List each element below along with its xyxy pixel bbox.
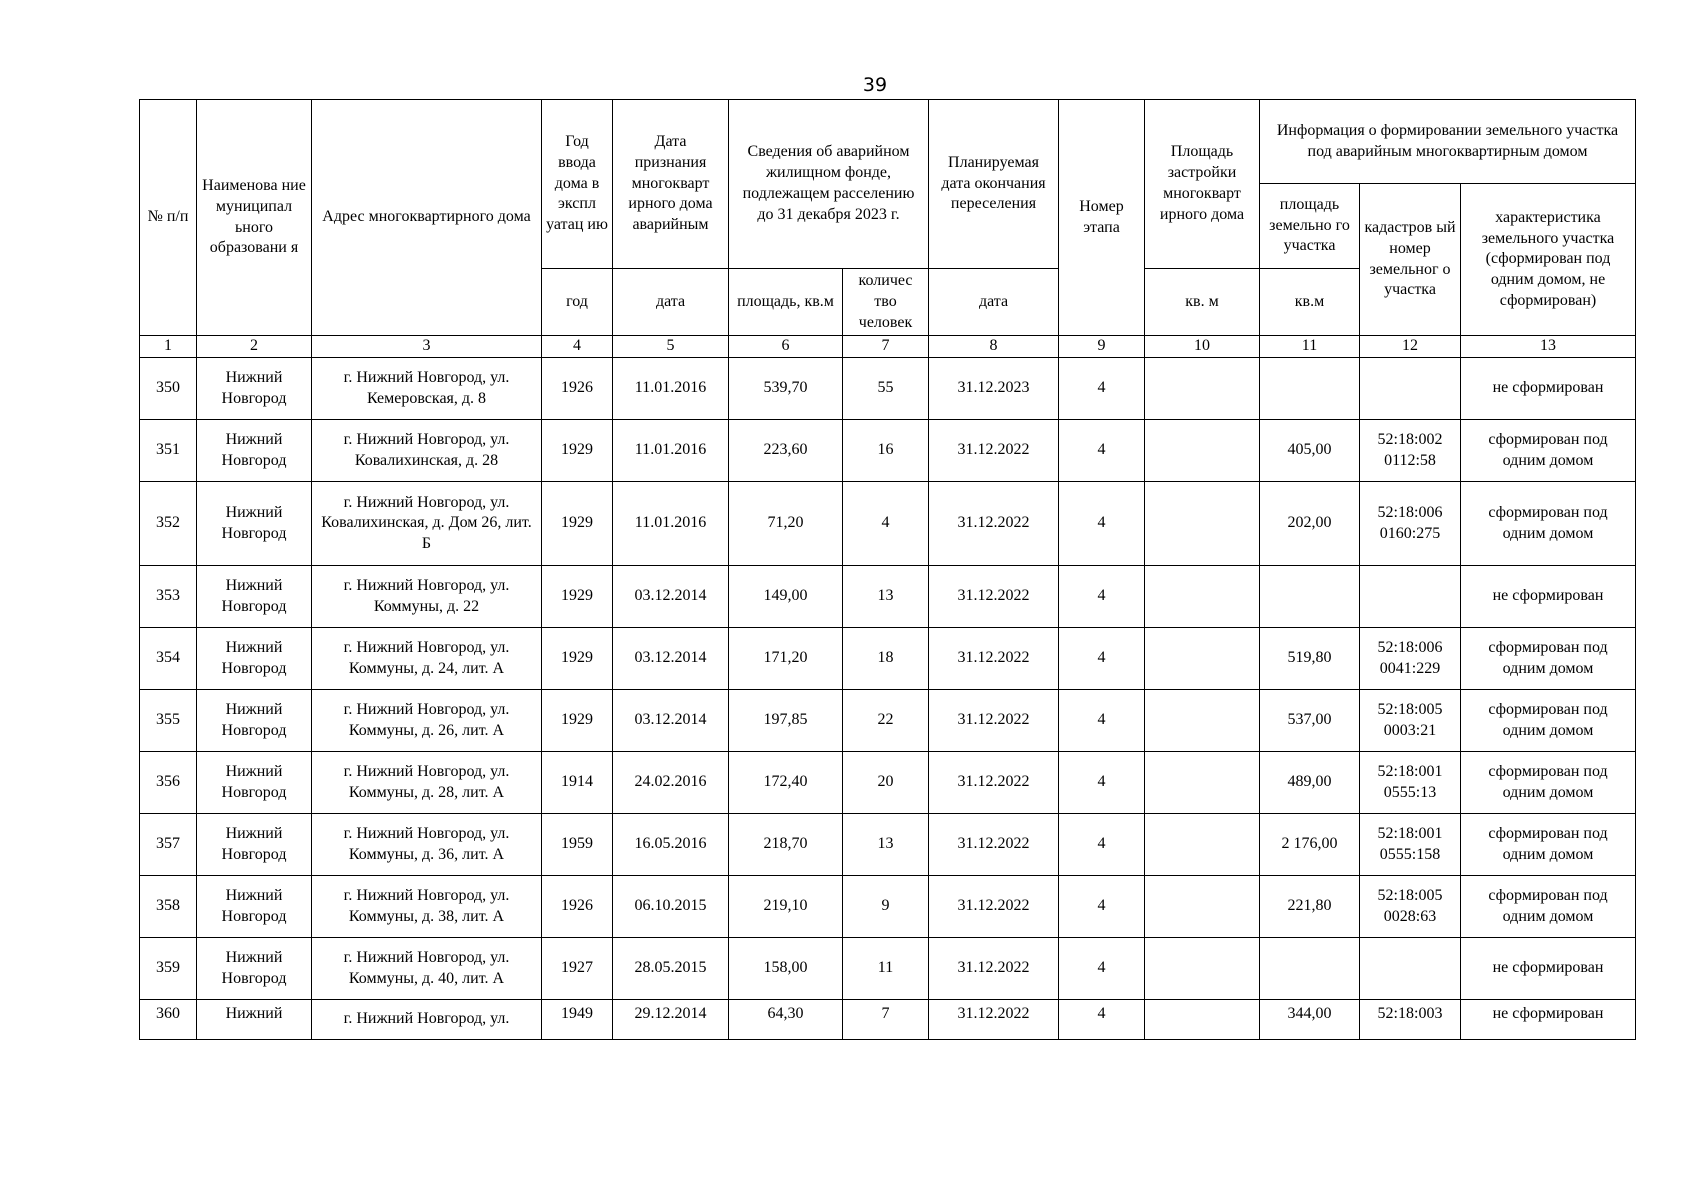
header-unit-area: площадь, кв.м	[729, 269, 843, 336]
row-number: 357	[140, 814, 197, 876]
recognition-date-cell: 11.01.2016	[613, 358, 729, 420]
land-area-cell: 2 176,00	[1260, 814, 1360, 876]
address-cell: г. Нижний Новгород, ул. Коммуны, д. 22	[312, 566, 542, 628]
land-characteristic-cell: не сформирован	[1461, 1000, 1636, 1040]
build-area-cell	[1145, 358, 1260, 420]
address-cell: г. Нижний Новгород, ул.	[312, 1000, 542, 1040]
column-number: 7	[843, 336, 929, 358]
stage-cell: 4	[1059, 358, 1145, 420]
table-row	[140, 752, 1636, 814]
land-area-cell: 344,00	[1260, 1000, 1360, 1040]
header-land-info: Информация о формировании земельного участка под аварийным многоквартирным домом	[1260, 100, 1636, 184]
cadastral-number-cell: 52:18:006 0160:275	[1360, 482, 1461, 566]
cadastral-number-cell: 52:18:005 0028:63	[1360, 876, 1461, 938]
column-number: 12	[1360, 336, 1461, 358]
row-number: 351	[140, 420, 197, 482]
fund-area-cell: 64,30	[729, 1000, 843, 1040]
header-unit-date2: дата	[929, 269, 1059, 336]
land-area-cell: 221,80	[1260, 876, 1360, 938]
fund-area-cell: 71,20	[729, 482, 843, 566]
stage-cell: 4	[1059, 1000, 1145, 1040]
cadastral-number-cell: 52:18:003	[1360, 1000, 1461, 1040]
header-planned-date: Планируемая дата окончания переселения	[929, 100, 1059, 269]
column-number: 6	[729, 336, 843, 358]
municipality-cell: Нижний Новгород	[197, 566, 312, 628]
column-number: 8	[929, 336, 1059, 358]
cadastral-number-cell: 52:18:001 0555:13	[1360, 752, 1461, 814]
recognition-date-cell: 03.12.2014	[613, 628, 729, 690]
fund-area-cell: 149,00	[729, 566, 843, 628]
land-characteristic-cell: сформирован под одним домом	[1461, 628, 1636, 690]
cadastral-number-cell: 52:18:001 0555:158	[1360, 814, 1461, 876]
planned-date-cell: 31.12.2022	[929, 814, 1059, 876]
header-address: Адрес многоквартирного дома	[312, 100, 542, 336]
row-number: 358	[140, 876, 197, 938]
planned-date-cell: 31.12.2022	[929, 566, 1059, 628]
municipality-cell: Нижний Новгород	[197, 690, 312, 752]
fund-area-cell: 197,85	[729, 690, 843, 752]
row-number: 356	[140, 752, 197, 814]
column-number: 2	[197, 336, 312, 358]
land-area-cell: 519,80	[1260, 628, 1360, 690]
land-area-cell	[1260, 566, 1360, 628]
stage-cell: 4	[1059, 420, 1145, 482]
emergency-housing-table	[139, 99, 1636, 1040]
fund-area-cell: 172,40	[729, 752, 843, 814]
stage-cell: 4	[1059, 814, 1145, 876]
land-characteristic-cell: не сформирован	[1461, 566, 1636, 628]
municipality-cell: Нижний Новгород	[197, 482, 312, 566]
column-number: 13	[1461, 336, 1636, 358]
stage-cell: 4	[1059, 628, 1145, 690]
municipality-cell: Нижний Новгород	[197, 814, 312, 876]
year-cell: 1926	[542, 358, 613, 420]
header-recognition-date: Дата признания многокварт ирного дома аварийным	[613, 100, 729, 269]
stage-cell: 4	[1059, 938, 1145, 1000]
row-number: 353	[140, 566, 197, 628]
build-area-cell	[1145, 566, 1260, 628]
table-row	[140, 628, 1636, 690]
column-number: 5	[613, 336, 729, 358]
stage-cell: 4	[1059, 482, 1145, 566]
municipality-cell: Нижний Новгород	[197, 876, 312, 938]
row-number: 355	[140, 690, 197, 752]
address-cell: г. Нижний Новгород, ул. Коммуны, д. 28, лит. А	[312, 752, 542, 814]
address-cell: г. Нижний Новгород, ул. Коммуны, д. 36, лит. А	[312, 814, 542, 876]
table-row	[140, 938, 1636, 1000]
header-stage: Номер этапа	[1059, 100, 1145, 336]
planned-date-cell: 31.12.2022	[929, 690, 1059, 752]
stage-cell: 4	[1059, 566, 1145, 628]
fund-area-cell: 539,70	[729, 358, 843, 420]
year-cell: 1914	[542, 752, 613, 814]
stage-cell: 4	[1059, 690, 1145, 752]
municipality-cell: Нижний Новгород	[197, 938, 312, 1000]
planned-date-cell: 31.12.2022	[929, 752, 1059, 814]
cadastral-number-cell	[1360, 938, 1461, 1000]
table-row	[140, 482, 1636, 566]
planned-date-cell: 31.12.2022	[929, 876, 1059, 938]
land-area-cell: 489,00	[1260, 752, 1360, 814]
header-municipality: Наименова ние муниципал ьного образовани я	[197, 100, 312, 336]
header-land-char: характеристика земельного участка (сформирован под одним домом, не сформирован)	[1461, 184, 1636, 336]
table-row	[140, 566, 1636, 628]
fund-area-cell: 218,70	[729, 814, 843, 876]
recognition-date-cell: 06.10.2015	[613, 876, 729, 938]
header-unit-sqm: кв. м	[1145, 269, 1260, 336]
recognition-date-cell: 29.12.2014	[613, 1000, 729, 1040]
land-characteristic-cell: сформирован под одним домом	[1461, 752, 1636, 814]
build-area-cell	[1145, 1000, 1260, 1040]
year-cell: 1927	[542, 938, 613, 1000]
municipality-cell: Нижний Новгород	[197, 420, 312, 482]
people-count-cell: 22	[843, 690, 929, 752]
column-number: 10	[1145, 336, 1260, 358]
page-number: 39	[862, 74, 888, 96]
address-cell: г. Нижний Новгород, ул. Ковалихинская, д. 28	[312, 420, 542, 482]
row-number: 359	[140, 938, 197, 1000]
header-emergency-fund: Сведения об аварийном жилищном фонде, подлежащем расселению до 31 декабря 2023 г.	[729, 100, 929, 269]
year-cell: 1959	[542, 814, 613, 876]
year-cell: 1929	[542, 628, 613, 690]
cadastral-number-cell: 52:18:002 0112:58	[1360, 420, 1461, 482]
row-number: 360	[140, 1000, 197, 1040]
cadastral-number-cell: 52:18:006 0041:229	[1360, 628, 1461, 690]
municipality-cell: Нижний Новгород	[197, 628, 312, 690]
build-area-cell	[1145, 752, 1260, 814]
people-count-cell: 13	[843, 566, 929, 628]
fund-area-cell: 223,60	[729, 420, 843, 482]
column-number: 11	[1260, 336, 1360, 358]
planned-date-cell: 31.12.2022	[929, 420, 1059, 482]
recognition-date-cell: 03.12.2014	[613, 690, 729, 752]
header-unit-people: количес тво человек	[843, 269, 929, 336]
land-characteristic-cell: не сформирован	[1461, 358, 1636, 420]
header-land-area: площадь земельно го участка	[1260, 184, 1360, 269]
row-number: 354	[140, 628, 197, 690]
planned-date-cell: 31.12.2022	[929, 482, 1059, 566]
people-count-cell: 20	[843, 752, 929, 814]
cadastral-number-cell	[1360, 358, 1461, 420]
build-area-cell	[1145, 876, 1260, 938]
land-characteristic-cell: сформирован под одним домом	[1461, 876, 1636, 938]
recognition-date-cell: 16.05.2016	[613, 814, 729, 876]
land-characteristic-cell: сформирован под одним домом	[1461, 482, 1636, 566]
recognition-date-cell: 03.12.2014	[613, 566, 729, 628]
build-area-cell	[1145, 628, 1260, 690]
column-number: 3	[312, 336, 542, 358]
cadastral-number-cell	[1360, 566, 1461, 628]
address-cell: г. Нижний Новгород, ул. Коммуны, д. 40, лит. А	[312, 938, 542, 1000]
people-count-cell: 16	[843, 420, 929, 482]
people-count-cell: 9	[843, 876, 929, 938]
stage-cell: 4	[1059, 752, 1145, 814]
column-number: 4	[542, 336, 613, 358]
address-cell: г. Нижний Новгород, ул. Коммуны, д. 38, лит. А	[312, 876, 542, 938]
planned-date-cell: 31.12.2022	[929, 938, 1059, 1000]
municipality-cell: Нижний Новгород	[197, 752, 312, 814]
table-row	[140, 876, 1636, 938]
address-cell: г. Нижний Новгород, ул. Коммуны, д. 26, лит. А	[312, 690, 542, 752]
build-area-cell	[1145, 690, 1260, 752]
column-number: 9	[1059, 336, 1145, 358]
year-cell: 1929	[542, 690, 613, 752]
table-row	[140, 814, 1636, 876]
address-cell: г. Нижний Новгород, ул. Коммуны, д. 24, лит. А	[312, 628, 542, 690]
row-number: 350	[140, 358, 197, 420]
build-area-cell	[1145, 938, 1260, 1000]
recognition-date-cell: 24.02.2016	[613, 752, 729, 814]
land-characteristic-cell: сформирован под одним домом	[1461, 420, 1636, 482]
land-area-cell: 202,00	[1260, 482, 1360, 566]
land-area-cell	[1260, 358, 1360, 420]
table-row	[140, 690, 1636, 752]
planned-date-cell: 31.12.2022	[929, 1000, 1059, 1040]
people-count-cell: 55	[843, 358, 929, 420]
fund-area-cell: 219,10	[729, 876, 843, 938]
land-characteristic-cell: не сформирован	[1461, 938, 1636, 1000]
year-cell: 1929	[542, 566, 613, 628]
stage-cell: 4	[1059, 876, 1145, 938]
year-cell: 1949	[542, 1000, 613, 1040]
land-area-cell	[1260, 938, 1360, 1000]
header-num: № п/п	[140, 100, 197, 336]
people-count-cell: 11	[843, 938, 929, 1000]
table-row	[140, 420, 1636, 482]
people-count-cell: 18	[843, 628, 929, 690]
header-cadastral: кадастров ый номер земельног о участка	[1360, 184, 1461, 336]
recognition-date-cell: 11.01.2016	[613, 420, 729, 482]
planned-date-cell: 31.12.2022	[929, 628, 1059, 690]
address-cell: г. Нижний Новгород, ул. Кемеровская, д. 8	[312, 358, 542, 420]
cadastral-number-cell: 52:18:005 0003:21	[1360, 690, 1461, 752]
people-count-cell: 4	[843, 482, 929, 566]
column-number: 1	[140, 336, 197, 358]
land-characteristic-cell: сформирован под одним домом	[1461, 690, 1636, 752]
year-cell: 1926	[542, 876, 613, 938]
column-numbers-row	[140, 336, 1636, 358]
planned-date-cell: 31.12.2023	[929, 358, 1059, 420]
header-unit-date: дата	[613, 269, 729, 336]
header-unit-year: год	[542, 269, 613, 336]
recognition-date-cell: 11.01.2016	[613, 482, 729, 566]
year-cell: 1929	[542, 420, 613, 482]
municipality-cell: Нижний	[197, 1000, 312, 1040]
people-count-cell: 7	[843, 1000, 929, 1040]
land-characteristic-cell: сформирован под одним домом	[1461, 814, 1636, 876]
year-cell: 1929	[542, 482, 613, 566]
table-row	[140, 358, 1636, 420]
recognition-date-cell: 28.05.2015	[613, 938, 729, 1000]
header-year-in-service: Год ввода дома в экспл уатац ию	[542, 100, 613, 269]
build-area-cell	[1145, 482, 1260, 566]
people-count-cell: 13	[843, 814, 929, 876]
land-area-cell: 537,00	[1260, 690, 1360, 752]
build-area-cell	[1145, 420, 1260, 482]
land-area-cell: 405,00	[1260, 420, 1360, 482]
header-build-area: Площадь застройки многокварт ирного дома	[1145, 100, 1260, 269]
fund-area-cell: 171,20	[729, 628, 843, 690]
table-row	[140, 1000, 1636, 1040]
municipality-cell: Нижний Новгород	[197, 358, 312, 420]
fund-area-cell: 158,00	[729, 938, 843, 1000]
row-number: 352	[140, 482, 197, 566]
header-unit-sqm2: кв.м	[1260, 269, 1360, 336]
address-cell: г. Нижний Новгород, ул. Ковалихинская, д. Дом 26, лит. Б	[312, 482, 542, 566]
build-area-cell	[1145, 814, 1260, 876]
